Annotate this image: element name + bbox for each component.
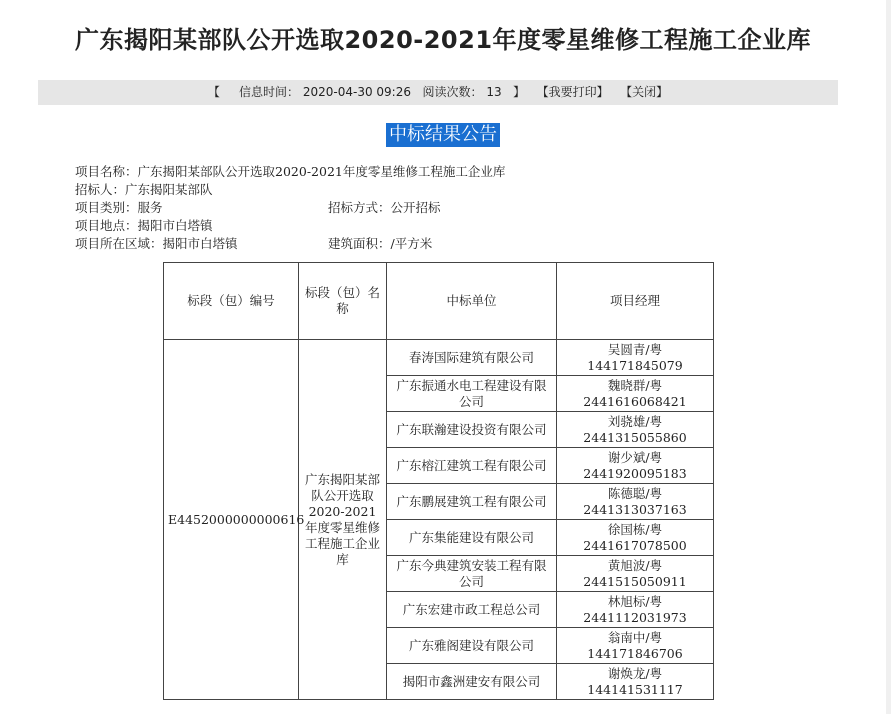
winning-unit-cell: 广东振通水电工程建设有限公司	[387, 376, 557, 412]
info-views-label: 阅读次数：	[422, 85, 483, 99]
category-label: 项目类别：	[75, 200, 138, 215]
info-open-bracket: 【	[207, 85, 220, 99]
project-manager-cell: 魏晓群/粤2441616068421	[557, 376, 714, 412]
winning-unit-cell: 广东雅阁建设有限公司	[387, 628, 557, 664]
info-close-bracket: 】	[513, 85, 526, 99]
winning-unit-cell: 广东今典建筑安装工程有限公司	[387, 556, 557, 592]
table-row	[164, 340, 714, 376]
notice-heading: 中标结果公告	[386, 123, 500, 147]
winning-unit-cell: 春涛国际建筑有限公司	[387, 340, 557, 376]
region-label: 项目所在区域：	[75, 236, 163, 251]
header-section-name: 标段（包）名称	[299, 263, 387, 340]
area: /平方米	[390, 236, 433, 251]
region: 揭阳市白塔镇	[162, 236, 238, 251]
area-field	[328, 235, 432, 253]
project-manager-cell: 陈德聪/粤2441313037163	[557, 484, 714, 520]
winning-unit-cell: 广东榕江建筑工程有限公司	[387, 448, 557, 484]
project-manager-cell: 吴圆青/粤144171845079	[557, 340, 714, 376]
info-bar	[38, 80, 838, 105]
location: 揭阳市白塔镇	[137, 218, 213, 233]
project-name-label: 项目名称：	[75, 164, 138, 179]
winning-unit-cell: 揭阳市鑫洲建安有限公司	[387, 664, 557, 700]
vertical-scrollbar[interactable]	[886, 0, 891, 714]
project-manager-cell: 黄旭波/粤2441515050911	[557, 556, 714, 592]
project-manager-cell: 林旭标/粤2441112031973	[557, 592, 714, 628]
winning-unit-cell: 广东集能建设有限公司	[387, 520, 557, 556]
result-table	[163, 262, 714, 700]
tenderer: 广东揭阳某部队	[125, 182, 213, 197]
header-project-manager: 项目经理	[557, 263, 714, 340]
region-line	[75, 235, 433, 253]
winning-unit-cell: 广东联瀚建设投资有限公司	[387, 412, 557, 448]
method-label: 招标方式：	[328, 200, 391, 215]
info-time-label: 信息时间：	[239, 85, 300, 99]
tenderer-line	[75, 181, 213, 199]
category: 服务	[137, 200, 163, 215]
project-manager-cell: 徐国栋/粤2441617078500	[557, 520, 714, 556]
notice-heading-wrap	[0, 123, 886, 147]
location-label: 项目地点：	[75, 218, 138, 233]
project-name-line	[75, 163, 505, 181]
project-manager-cell: 刘骁雄/粤2441315055860	[557, 412, 714, 448]
header-winning-unit: 中标单位	[387, 263, 557, 340]
winning-unit-cell: 广东宏建市政工程总公司	[387, 592, 557, 628]
category-line	[75, 199, 441, 217]
info-views-value: 13	[486, 85, 502, 99]
project-manager-cell: 谢焕龙/粤144141531117	[557, 664, 714, 700]
section-code-cell: E4452000000000616	[164, 340, 299, 700]
method-field	[328, 199, 441, 217]
project-name: 广东揭阳某部队公开选取2020-2021年度零星维修工程施工企业库	[137, 164, 506, 179]
project-manager-cell: 谢少斌/粤2441920095183	[557, 448, 714, 484]
area-label: 建筑面积：	[328, 236, 391, 251]
location-line	[75, 217, 213, 235]
page-title: 广东揭阳某部队公开选取2020-2021年度零星维修工程施工企业库	[74, 26, 812, 54]
table-header-row	[164, 263, 714, 340]
print-link[interactable]: 【我要打印】	[536, 85, 609, 99]
tenderer-label: 招标人：	[75, 182, 126, 197]
section-name-cell: 广东揭阳某部队公开选取2020-2021年度零星维修工程施工企业库	[299, 340, 387, 700]
method: 公开招标	[390, 200, 441, 215]
header-section-code: 标段（包）编号	[164, 263, 299, 340]
project-manager-cell: 翁南中/粤144171846706	[557, 628, 714, 664]
info-time-value: 2020-04-30 09:26	[302, 85, 411, 99]
close-link[interactable]: 【关闭】	[620, 85, 669, 99]
winning-unit-cell: 广东鹏展建筑工程有限公司	[387, 484, 557, 520]
